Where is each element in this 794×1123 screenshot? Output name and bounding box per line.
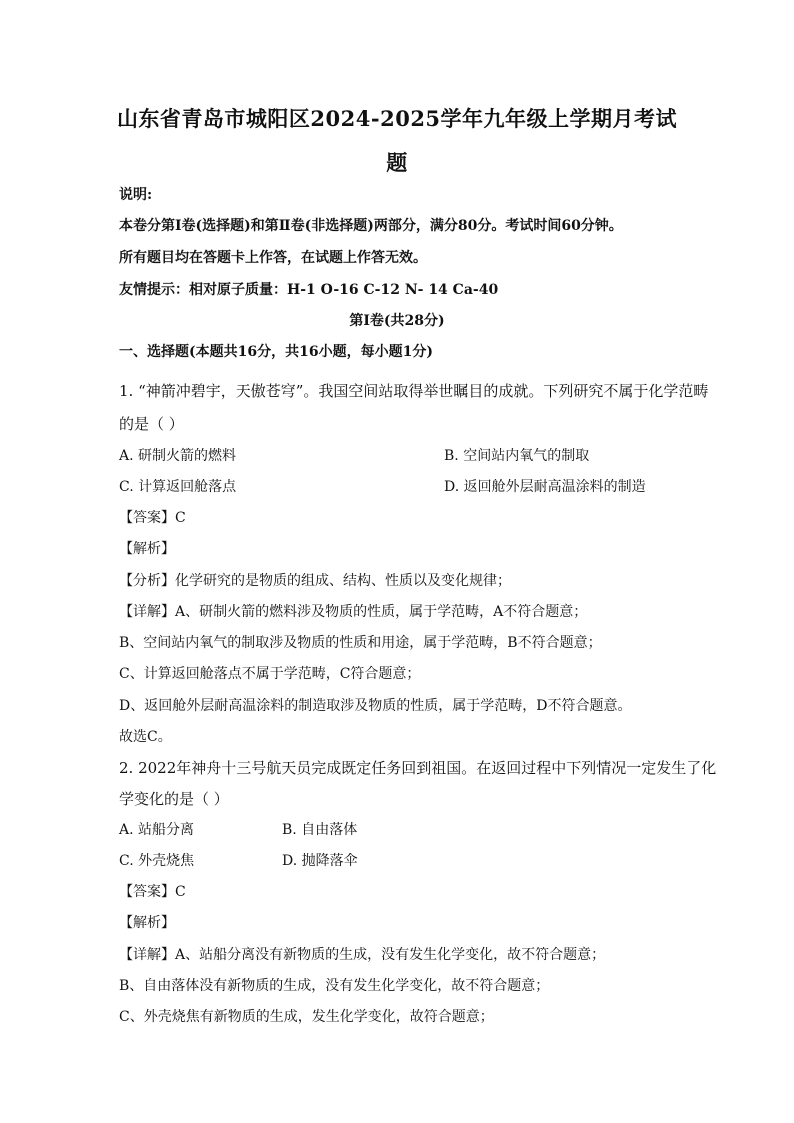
q1-option-c: C. 计算返回舱落点 [119, 479, 237, 495]
q1-detail-a: 【详解】A、研制火箭的燃料涉及物质的性质，属于学范畴，A不符合题意； [119, 604, 588, 620]
q2-stem-line2: 学变化的是（ ） [119, 790, 229, 808]
exam-title-line1: 山东省青岛市城阳区2024-2025学年九年级上学期月考试 [116, 106, 678, 131]
q1-detail-c: C、计算返回舱落点不属于学范畴，C符合题意； [119, 666, 421, 682]
q2-analysis-label: 【解析】 [119, 915, 175, 931]
exam-title-line2: 题 [386, 150, 408, 175]
q2-stem-line1: 2. 2022年神舟十三号航天员完成既定任务回到祖国。在返回过程中下列情况一定发生了化 [119, 759, 717, 777]
q1-detail-d: D、返回舱外层耐高温涂料的制造取涉及物质的性质，属于学范畴，D不符合题意。 [119, 698, 632, 714]
q1-option-d: D. 返回舱外层耐高温涂料的制造 [444, 479, 646, 495]
q2-detail-c: C、外壳烧焦有新物质的生成，发生化学变化，故符合题意； [119, 1009, 494, 1025]
q1-option-a: A. 研制火箭的燃料 [119, 448, 237, 464]
q2-option-b: B. 自由落体 [282, 822, 358, 838]
q1-fenxi: 【分析】化学研究的是物质的组成、结构、性质以及变化规律； [119, 573, 511, 589]
instructions-header: 说明: [119, 187, 153, 203]
instructions-line2: 所有题目均在答题卡上作答，在试题上作答无效。 [119, 250, 427, 266]
q1-stem-line1: 1. “神箭冲碧宇，天傲苍穹”。我国空间站取得举世瞩目的成就。下列研究不属于化学范畴 [119, 382, 709, 400]
q2-option-c: C. 外壳烧焦 [119, 853, 195, 869]
q2-detail-b: B、自由落体没有新物质的生成，没有发生化学变化，故不符合题意； [119, 978, 550, 994]
instructions-line3: 友情提示：相对原子质量：H-1 O-16 C-12 N- 14 Ca-40 [119, 282, 499, 298]
q2-detail-a: 【详解】A、站船分离没有新物质的生成，没有发生化学变化，故不符合题意； [119, 947, 606, 963]
instructions-line1: 本卷分第Ⅰ卷(选择题)和第Ⅱ卷(非选择题)两部分，满分80分。考试时间60分钟。 [119, 218, 623, 234]
q1-option-b: B. 空间站内氧气的制取 [444, 448, 590, 464]
q2-option-a: A. 站船分离 [119, 822, 195, 838]
section-title: 第Ⅰ卷(共28分) [349, 313, 445, 329]
q1-stem-line2: 的是（ ） [119, 415, 184, 433]
q1-analysis-label: 【解析】 [119, 541, 175, 557]
q2-option-d: D. 抛降落伞 [282, 853, 358, 869]
q2-answer: 【答案】C [119, 884, 186, 900]
part-title: 一、选择题(本题共16分，共16小题，每小题1分) [119, 344, 433, 360]
q1-answer: 【答案】C [119, 510, 186, 526]
q1-conclusion: 故选C。 [119, 729, 172, 745]
q1-detail-b: B、空间站内氧气的制取涉及物质的性质和用途，属于学范畴，B不符合题意； [119, 635, 602, 651]
